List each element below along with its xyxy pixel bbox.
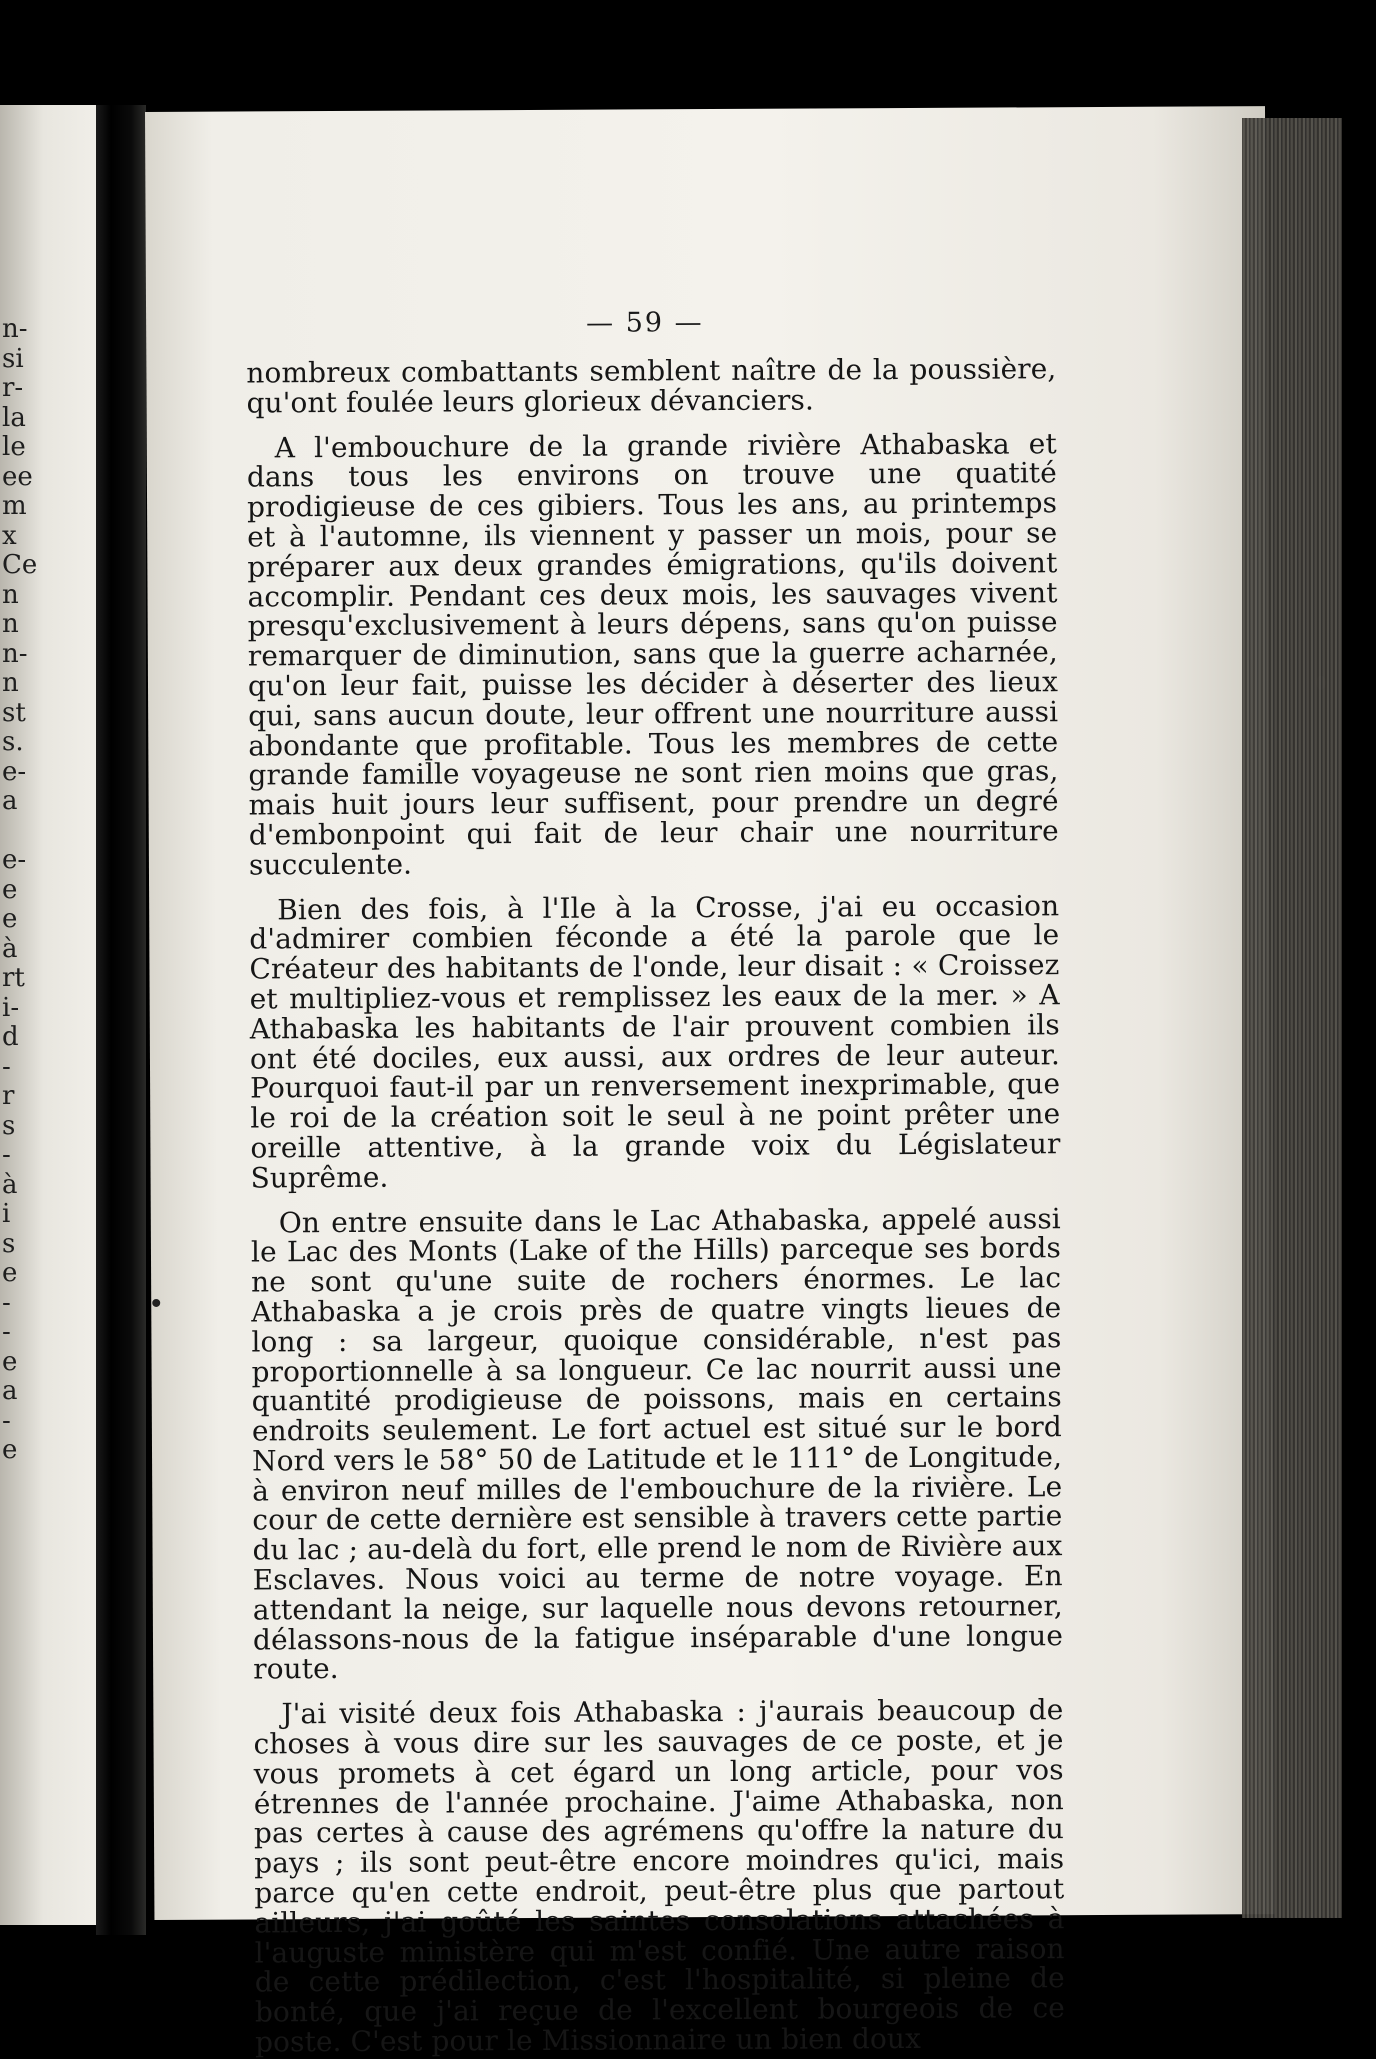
- previous-page-fragment: -: [2, 1405, 11, 1436]
- previous-page-fragment: e: [2, 1258, 18, 1288]
- previous-page-fragment: e: [2, 874, 18, 905]
- previous-page-fragment: e: [2, 1346, 18, 1377]
- previous-page-fragment: r-: [2, 373, 24, 403]
- previous-page-fragment: e: [2, 1435, 18, 1465]
- paragraph-4: On entre ensuite dans le Lac Athabaska, appelé aussi le Lac des Monts (Lake of the Hills) parceque ses bords ne sont qu'une suite de rochers énormes. Le lac Athabaska a je crois près de quatre vingts lieues de long : sa largeur, quoique considérable, n'est pas proportionnelle à sa longueur. Ce lac nourrit aussi une quantité prodigieuse de poissons, mais en certains endroits seulement. Le fort actuel est situé sur le bord Nord vers le 58° 50 de Latitude et le 111° de Longitude, à environ neuf milles de l'embouchure de la rivière. Le cour de cette dernière est sensible à travers cette partie du lac ; au-delà du fort, elle prend le nom de Rivière aux Esclaves. Nous voici au terme de notre voyage. En attendant la neige, sur laquelle nous devons retourner, délassons-nous de la fatigue inséparable d'une longue route.: [250, 1201, 1064, 1686]
- previous-page-fragment: i: [2, 1199, 11, 1229]
- previous-page-fragment: à: [2, 1169, 18, 1200]
- paragraph-2: A l'embouchure de la grande rivière Athabaska et dans tous les environs on trouve une quatité prodigieuse de ces gibiers. Tous les ans, au printemps et à l'automne, ils viennent y passer un mois, pour se préparer aux deux grandes émigrations, qu'ils doivent accomplir. Pendant ces deux mois, les sauvages vivent presqu'exclusivement à leurs dépens, sans qu'on puisse remarquer de diminution, sans que la guerre acharnée, qu'on leur fait, puisse les décider à déserter des lieux qui, sans aucun doute, leur offrent une nourriture aussi abondante que profitable. Tous les membres de cette grande famille voyageuse ne sont rien moins que gras, mais huit jours leur suffisent, pour prendre un degré d'embonpoint qui fait de leur chair une nourriture succulente.: [246, 426, 1059, 882]
- book-page: [145, 106, 1274, 2059]
- previous-page-fragment: a: [2, 786, 18, 816]
- previous-page-fragment: [2, 817, 20, 847]
- previous-page-fragment: n-: [2, 314, 28, 344]
- previous-page-fragment: ee: [2, 461, 33, 492]
- previous-page-fragment: -: [2, 1140, 11, 1170]
- previous-page-fragment: à: [2, 933, 18, 964]
- paragraph-1: nombreux combattants semblent naître de la poussière, qu'ont foulée leurs glorieux dévanciers.: [246, 352, 1057, 420]
- previous-page-fragment: e-: [2, 756, 27, 787]
- previous-page-fragment: e: [2, 904, 18, 934]
- paragraph-5: J'ai visité deux fois Athabaska : j'aurais beaucoup de choses à vous dire sur les sauvages de ce poste, et je vous promets à cet égard un long article, pour vos étrennes de l'année prochaine. J'aime Athabaska, non pas certes à cause des agrémens qu'offre la nature du pays ; ils sont peut-être encore moindres qu'ici, mais parce qu'en cette endroit, peut-être plus que partout ailleurs, j'ai goûté les saintes consolations attachées à l'auguste ministère qui m'est confié. Une autre raison de cette prédilection, c'est l'hospitalité, si pleine de bonté, que j'ai reçue de l'excellent bourgeois de ce poste. C'est pour le Missionnaire un bien doux: [253, 1693, 1066, 2059]
- page-body-text: [246, 354, 1065, 2057]
- previous-page-fragment: n: [2, 668, 19, 698]
- previous-page-fragment: n: [2, 579, 19, 610]
- page-number: — 59 —: [586, 307, 704, 339]
- previous-page-fragment: Ce: [2, 550, 38, 580]
- previous-page-line-endings: [2, 314, 38, 1915]
- book-gutter: [96, 105, 146, 1935]
- previous-page-fragment: a: [2, 1376, 18, 1406]
- previous-page-fragment: x: [2, 520, 17, 551]
- page-fore-edge: [1242, 118, 1342, 1918]
- paragraph-3: Bien des fois, à l'Ile à la Crosse, j'ai eu occasion d'admirer combien féconde a été la parole que le Créateur des habitants de l'onde, leur disait : « Croissez et multipliez-vous et remplissez les eaux de la mer. » A Athabaska les habitants de l'air prouvent combien ils ont été dociles, eux aussi, aux ordres de leur auteur. Pourquoi faut-il par un renversement inexprimable, que le roi de la création soit le seul à ne point prêter une oreille attentive, à la grande voix du Législateur Suprême.: [249, 888, 1061, 1195]
- previous-page-fragment: s: [2, 1228, 16, 1259]
- previous-page-fragment: si: [2, 343, 24, 374]
- previous-page-fragment: -: [2, 1317, 11, 1347]
- previous-page-fragment: m: [2, 491, 27, 521]
- previous-page-fragment: -: [2, 1287, 11, 1318]
- ink-speck: [152, 1299, 160, 1307]
- previous-page-fragment: e-: [2, 845, 27, 875]
- previous-page-fragment: la: [2, 402, 26, 433]
- previous-page-fragment: s: [2, 1110, 16, 1141]
- previous-page-fragment: n: [2, 609, 19, 639]
- previous-page-fragment: i-: [2, 992, 20, 1023]
- previous-page-fragment: s.: [2, 727, 24, 757]
- previous-page-fragment: d: [2, 1022, 19, 1052]
- previous-page-fragment: r: [2, 1081, 15, 1111]
- previous-page-fragment: st: [2, 697, 26, 728]
- previous-page-fragment: le: [2, 432, 26, 462]
- previous-page-fragment: -: [2, 1051, 11, 1082]
- previous-page-fragment: rt: [2, 963, 25, 993]
- previous-page-fragment: n-: [2, 638, 28, 669]
